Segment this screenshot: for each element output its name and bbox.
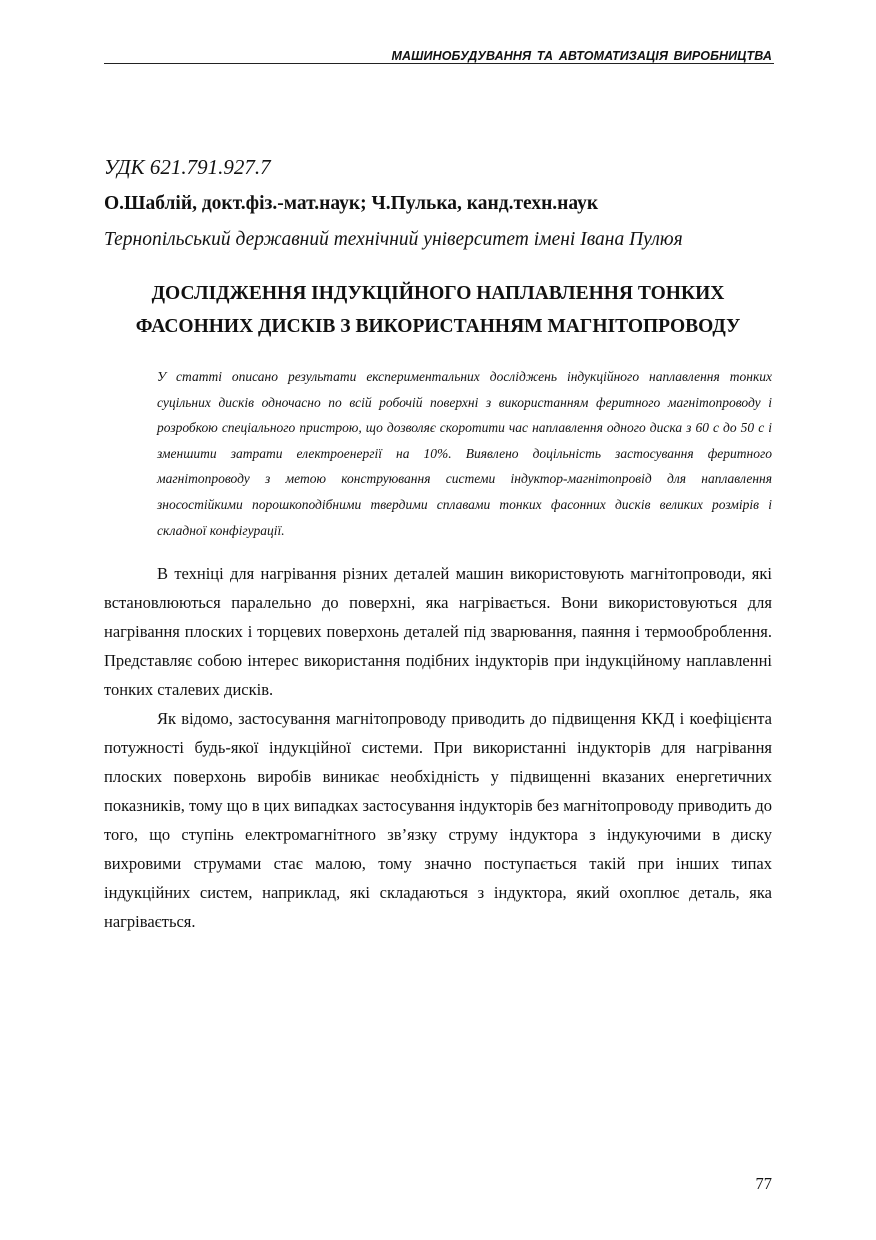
body-text <box>104 559 772 936</box>
abstract: У статті описано результати експериментальних досліджень індукційного наплавлення тонких суцільних дисків одночасно по всій робочій поверхні з використанням феритного магнітопроводу і розробкою спеціального пристрою, що дозволяє скоротити час наплавлення одного диска з 60 с до 50 с і зменшити затрати електроенергії на 10%. Виявлено доцільність застосування феритного магнітопроводу з метою конструювання системи індуктор-магнітопровід для наплавлення зносостійкими порошкоподібними твердими сплавами тонких фасонних дисків великих розмірів і складної конфігурації. <box>157 369 772 538</box>
title-line-2: ФАСОННИХ ДИСКІВ З ВИКОРИСТАННЯМ МАГНІТОПРОВОДУ <box>135 316 741 337</box>
article-title <box>104 277 772 343</box>
page-number: 77 <box>755 1174 772 1193</box>
udc-code: УДК 621.791.927.7 <box>104 155 271 179</box>
authors-line: О.Шаблій, докт.фіз.-мат.наук; Ч.Пулька, канд.техн.наук <box>104 193 599 214</box>
affiliation-line: Тернопільський державний технічний університет імені Івана Пулюя <box>104 229 683 250</box>
title-line-1: ДОСЛІДЖЕННЯ ІНДУКЦІЙНОГО НАПЛАВЛЕННЯ ТОНКИХ <box>151 283 725 304</box>
journal-section-title: МАШИНОБУДУВАННЯ ТА АВТОМАТИЗАЦІЯ ВИРОБНИЦТВА <box>391 49 772 63</box>
paragraph: Як відомо, застосування магнітопроводу приводить до підвищення ККД і коефіцієнта потужності будь-якої індукційної системи. При використанні індукторів для нагрівання плоских поверхонь виробів виникає необхідність у підвищенні вказаних енергетичних показників, тому що в цих випадках застосування індукторів без магнітопроводу приводить до того, що ступінь електромагнітного зв’язку струму індуктора з індукуючими в диску вихровими струмами стає малою, тому значно поступається такій при інших типах індукційних систем, наприклад, які складаються з індуктора, який охоплює деталь, яка нагрівається. <box>104 709 772 931</box>
running-header <box>104 48 774 64</box>
paragraph: В техніці для нагрівання різних деталей машин використовують магнітопроводи, які встановлюються паралельно до поверхні, яка нагрівається. Вони використовуються для нагрівання плоских і торцевих поверхонь деталей під зварювання, паяння і термооброблення. Представляє собою інтерес використання подібних індукторів при індукційному наплавленні тонких сталевих дисків. <box>104 564 772 699</box>
